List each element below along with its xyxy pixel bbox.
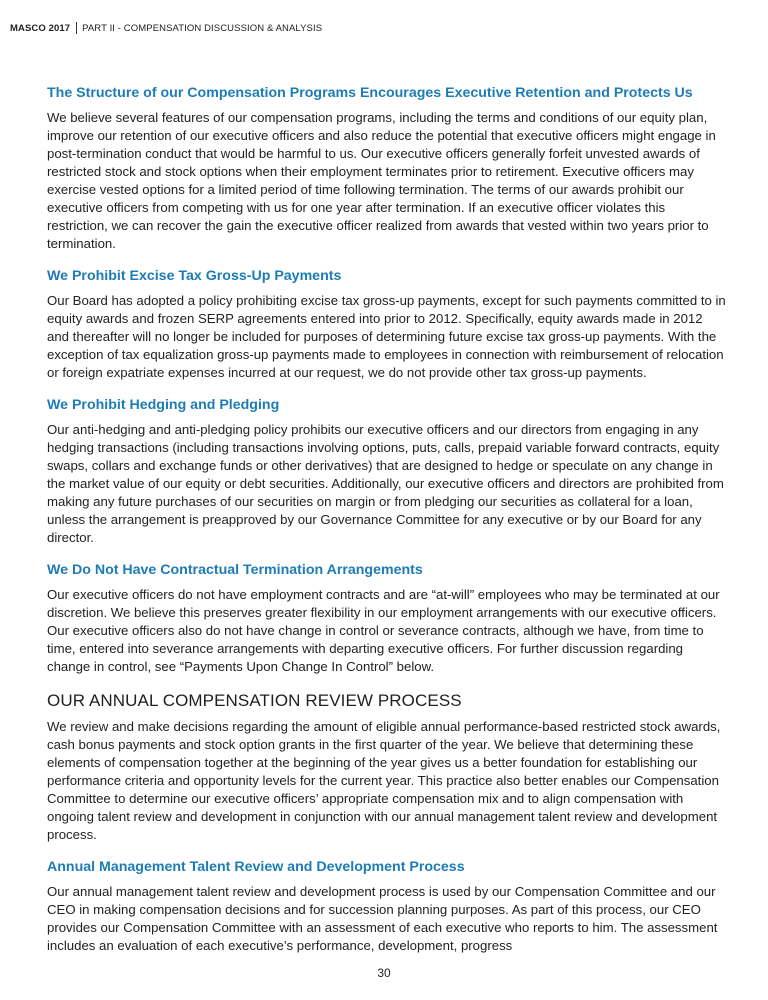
section-hedging: [47, 396, 727, 547]
section-heading: We Prohibit Hedging and Pledging: [47, 397, 280, 413]
section-excise-tax: [47, 267, 727, 382]
section-heading: We Prohibit Excise Tax Gross-Up Payments: [47, 268, 342, 284]
main-section-paragraph: We review and make decisions regarding the amount of eligible annual performance-based restricted stock awards, cash bonus payments and stock option grants in the first quarter of the year. We believe that determining these elements of compensation together at the beginning of the year gives us a better foundation for establishing our performance criteria and opportunity levels for the current year. This practice also better enables our Compensation Committee to determine our executive officers’ appropriate compensation mix and to align compensation with ongoing talent review and development in conjunction with our annual management talent review and development process.: [47, 719, 721, 842]
header-brand: MASCO 2017: [10, 22, 71, 34]
subsection-heading: Annual Management Talent Review and Development Process: [47, 859, 465, 875]
page-content: [47, 84, 727, 955]
subsection-paragraph: Our annual management talent review and development process is used by our Compensation Committee and our CEO in making compensation decisions and for succession planning purposes. As part of this process, our CEO provides our Compensation Committee with an assessment of each executive who reports to him. The assessment includes an evaluation of each executive’s performance, development, progress: [47, 884, 718, 953]
section-paragraph: Our executive officers do not have employment contracts and are “at-will” employees who may be terminated at our discretion. We believe this preserves greater flexibility in our employment arrangements with our executive officers. Our executive officers also do not have change in control or severance contracts, although we have, from time to time, entered into severance arrangements with departing executive officers. For further discussion regarding change in control, see “Payments Upon Change In Control” below.: [47, 587, 720, 674]
main-section-heading: OUR ANNUAL COMPENSATION REVIEW PROCESS: [47, 691, 462, 710]
header-divider: [76, 22, 77, 34]
section-paragraph: Our anti-hedging and anti-pledging policy prohibits our executive officers and our directors from engaging in any hedging transactions (including transactions involving options, puts, calls, prepaid variable forward contracts, equity swaps, collars and exchange funds or other derivatives) that are designed to hedge or speculate on any change in the market value of our equity or debt securities. Additionally, our executive officers and directors are prohibited from making any future purchases of our securities on margin or from pledging our securities as collateral for a loan, unless the arrangement is preapproved by our Governance Committee for any executive or by our Board for any director.: [47, 422, 724, 545]
section-heading: The Structure of our Compensation Programs Encourages Executive Retention and Protects Us: [47, 85, 693, 101]
section-heading: We Do Not Have Contractual Termination Arrangements: [47, 562, 423, 578]
section-retention: [47, 84, 727, 253]
section-talent-review: [47, 858, 727, 955]
header-section-title: PART II - COMPENSATION DISCUSSION & ANALYSIS: [82, 22, 323, 34]
section-annual-review: [47, 690, 727, 844]
page-number: 30: [377, 966, 391, 980]
section-paragraph: We believe several features of our compensation programs, including the terms and conditions of our equity plan, improve our retention of our executive officers and also reduce the potential that executive officers might engage in post-termination conduct that would be harmful to us. Our executive officers generally forfeit unvested awards of restricted stock and stock options when their employment terminates prior to retirement. Executive officers may exercise vested options for a limited period of time following termination. The terms of our awards prohibit our executive officers from competing with us for one year after termination. If an executive officer violates this restriction, we can recover the gain the executive officer realized from awards that vested within two years prior to termination.: [47, 110, 716, 251]
page-header: [10, 22, 322, 34]
section-paragraph: Our Board has adopted a policy prohibiting excise tax gross-up payments, except for such payments committed to in equity awards and frozen SERP agreements entered into prior to 2012. Specifically, equity awards made in 2012 and thereafter will no longer be included for purposes of determining future excise tax gross-up payments. With the exception of tax equalization gross-up payments made to employees in connection with reimbursement of relocation or foreign expatriate expenses incurred at our request, we do not provide other tax gross-up payments.: [47, 293, 726, 380]
section-termination: [47, 561, 727, 676]
